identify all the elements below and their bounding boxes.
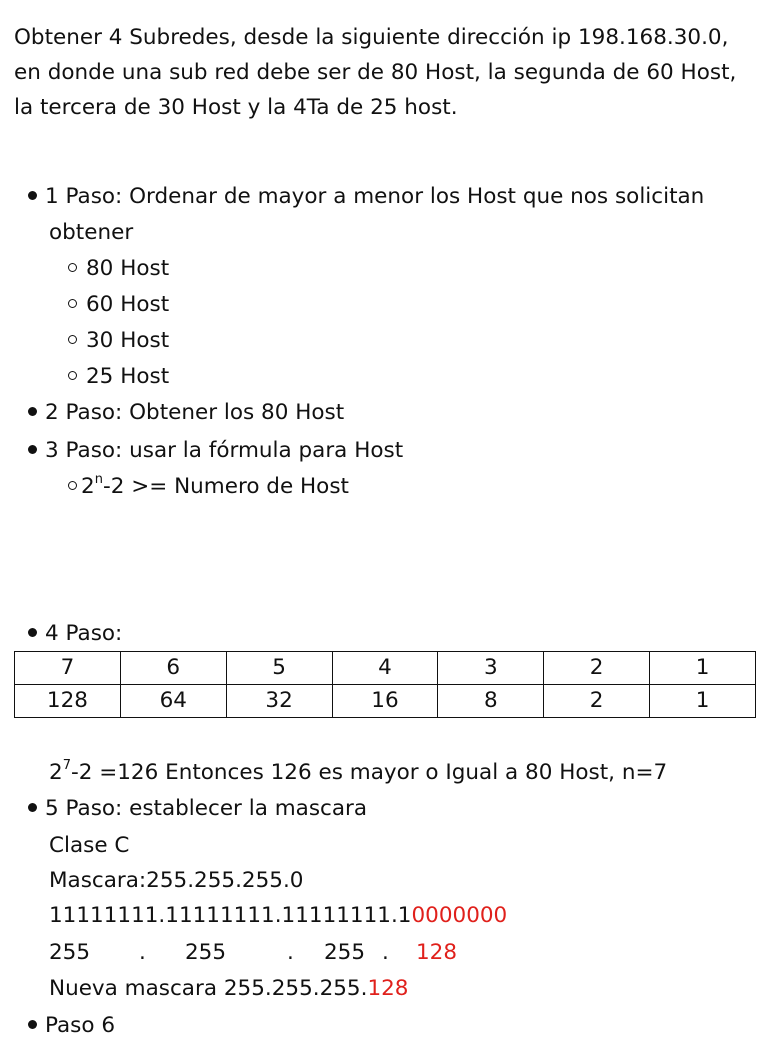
decimal-mask-line <box>49 935 457 971</box>
intro-line-2: en donde una sub red debe ser de 80 Host, la segunda de 60 Host, <box>14 60 737 85</box>
result-base: 2 <box>49 760 63 785</box>
circle-bullet-icon <box>68 263 77 272</box>
intro-line-3: la tercera de 30 Host y la 4Ta de 25 host. <box>14 95 458 120</box>
step-1-label: 1 Paso: Ordenar de mayor a menor los Host que nos solicitan <box>45 184 705 209</box>
circle-bullet-icon <box>68 299 77 308</box>
dot-separator: . <box>287 940 294 965</box>
intro-paragraph <box>14 20 759 125</box>
bullet-dot-icon <box>28 191 37 200</box>
octet-1: 255 <box>49 940 91 965</box>
new-mask-last-octet: 128 <box>367 976 409 1001</box>
clase-line: Clase C <box>49 833 130 858</box>
host-item-2: 60 Host <box>86 292 170 317</box>
host-item-4: 25 Host <box>86 364 170 389</box>
bit-value-table <box>14 651 756 718</box>
step-5-bullet <box>28 791 367 827</box>
formula-base: 2 <box>81 474 95 499</box>
mascara-line: Mascara:255.255.255.0 <box>49 868 304 893</box>
bullet-dot-icon <box>28 407 37 416</box>
step-3-bullet <box>28 433 403 469</box>
binary-mask-line <box>49 898 507 934</box>
step-2-bullet <box>28 395 344 431</box>
binary-mask-fixed: 11111111.11111111.11111111.1 <box>49 903 412 928</box>
new-mask-line <box>49 971 409 1007</box>
intro-line-1: Obtener 4 Subredes, desde la siguiente dirección ip 198.168.30.0, <box>14 25 729 50</box>
circle-bullet-icon <box>68 335 77 344</box>
bullet-dot-icon <box>28 1020 37 1029</box>
host-item-1: 80 Host <box>86 256 170 281</box>
binary-mask-host-bits: 0000000 <box>411 903 508 928</box>
list-item <box>68 287 169 323</box>
octet-4: 128 <box>416 940 458 965</box>
table-row <box>15 685 756 718</box>
formula-exponent: n <box>94 471 103 487</box>
formula-rest: -2 >= Numero de Host <box>102 474 349 499</box>
list-item <box>68 359 169 395</box>
dot-separator: . <box>139 940 146 965</box>
table-cell: 2 <box>544 685 650 718</box>
dot-separator: . <box>382 940 389 965</box>
bullet-dot-icon <box>28 445 37 454</box>
result-exponent: 7 <box>62 757 71 773</box>
table-cell: 5 <box>226 652 332 685</box>
step-3-label: 3 Paso: usar la fórmula para Host <box>45 438 404 463</box>
step-5-label: 5 Paso: establecer la mascara <box>45 796 368 821</box>
octet-2: 255 <box>185 940 227 965</box>
host-formula <box>68 469 349 505</box>
step-4-result <box>49 755 667 791</box>
result-text: -2 =126 Entonces 126 es mayor o Igual a 80 Host, n=7 <box>70 760 668 785</box>
octet-3: 255 <box>324 940 366 965</box>
table-cell: 3 <box>438 652 544 685</box>
table-cell: 6 <box>120 652 226 685</box>
list-item <box>68 323 169 359</box>
host-item-3: 30 Host <box>86 328 170 353</box>
circle-bullet-icon <box>68 481 77 490</box>
step-4-bullet <box>28 616 122 652</box>
step-1-bullet <box>28 179 704 215</box>
circle-bullet-icon <box>68 371 77 380</box>
table-cell: 128 <box>15 685 121 718</box>
step-1-continuation: obtener <box>49 220 134 245</box>
table-cell: 16 <box>332 685 438 718</box>
bullet-dot-icon <box>28 803 37 812</box>
step-2-label: 2 Paso: Obtener los 80 Host <box>45 400 345 425</box>
list-item <box>68 251 169 287</box>
step-6-bullet <box>28 1008 115 1044</box>
table-cell: 32 <box>226 685 332 718</box>
table-cell: 8 <box>438 685 544 718</box>
table-cell: 4 <box>332 652 438 685</box>
step-4-label: 4 Paso: <box>45 621 123 646</box>
table-cell: 2 <box>544 652 650 685</box>
table-cell: 7 <box>15 652 121 685</box>
step-6-label: Paso 6 <box>45 1013 116 1038</box>
new-mask-prefix: Nueva mascara 255.255.255. <box>49 976 368 1001</box>
bullet-dot-icon <box>28 628 37 637</box>
table-cell: 1 <box>650 652 756 685</box>
table-row <box>15 652 756 685</box>
table-cell: 64 <box>120 685 226 718</box>
table-cell: 1 <box>650 685 756 718</box>
